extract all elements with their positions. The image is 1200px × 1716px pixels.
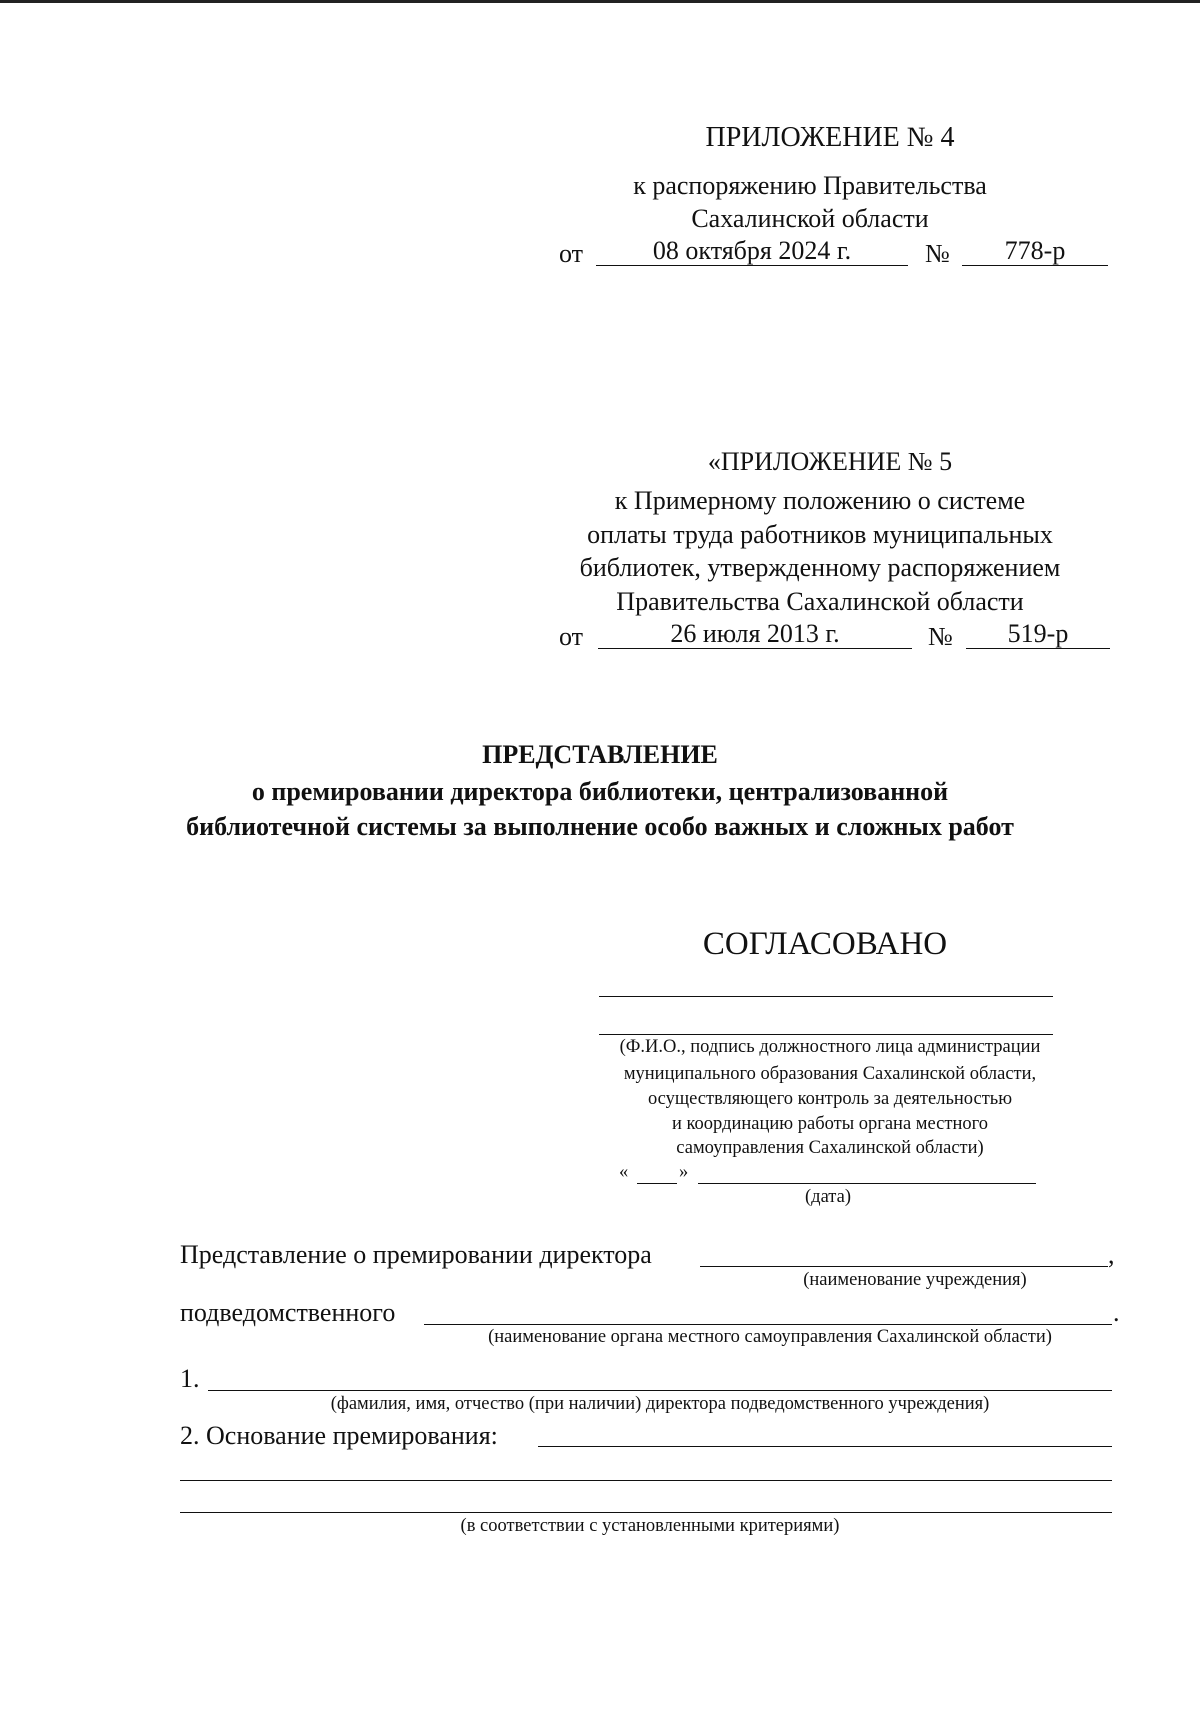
form-item-1-label: 1. bbox=[180, 1364, 200, 1393]
appendix-5-from-label: от bbox=[559, 622, 584, 651]
approval-date-line bbox=[698, 1183, 1036, 1184]
approval-caption-line-2: муниципального образования Сахалинской области, bbox=[623, 1064, 1037, 1084]
form-item-2-label: 2. Основание премирования: bbox=[180, 1421, 498, 1450]
form-item-2-line-1 bbox=[538, 1446, 1112, 1447]
approval-caption-line-3: осуществляющего контроль за деятельностью bbox=[647, 1089, 1013, 1109]
approval-signature-line-1 bbox=[599, 996, 1053, 997]
appendix-5-line-3: библиотек, утвержденному распоряжением bbox=[579, 553, 1061, 582]
appendix-4-title: ПРИЛОЖЕНИЕ № 4 bbox=[705, 122, 955, 153]
approval-signature-line-2 bbox=[599, 1034, 1053, 1035]
form-authority-line bbox=[424, 1324, 1112, 1325]
appendix-4-number-underline bbox=[962, 265, 1108, 266]
approval-title: СОГЛАСОВАНО bbox=[702, 926, 948, 962]
approval-date-quote-close: » bbox=[679, 1162, 689, 1182]
approval-caption-line-5: самоуправления Сахалинской области) bbox=[676, 1138, 984, 1158]
approval-day-line bbox=[637, 1183, 677, 1184]
approval-date-quote-open: « bbox=[619, 1162, 629, 1182]
appendix-5-number: 519-р bbox=[1007, 619, 1069, 648]
appendix-5-number-underline bbox=[966, 648, 1110, 649]
form-institution-caption: (наименование учреждения) bbox=[803, 1270, 1027, 1290]
appendix-4-date: 08 октября 2024 г. bbox=[652, 236, 852, 265]
appendix-4-number-label: № bbox=[925, 239, 950, 268]
form-item-1-line bbox=[208, 1390, 1112, 1391]
appendix-4-line-2: Сахалинской области bbox=[691, 204, 929, 233]
appendix-4-number: 778-р bbox=[1004, 236, 1066, 265]
scan-edge-line bbox=[0, 0, 1200, 3]
form-authority-caption: (наименование органа местного самоуправления Сахалинской области) bbox=[488, 1327, 1052, 1347]
form-institution-line bbox=[700, 1266, 1108, 1267]
approval-caption-line-1: (Ф.И.О., подпись должностного лица администрации bbox=[619, 1037, 1041, 1057]
appendix-5-line-1: к Примерному положению о системе bbox=[614, 486, 1026, 515]
form-item-2-caption: (в соответствии с установленными критериями) bbox=[460, 1516, 840, 1536]
appendix-5-date: 26 июля 2013 г. bbox=[670, 619, 840, 648]
appendix-5-date-underline bbox=[598, 648, 912, 649]
form-intro-label: Представление о премировании директора bbox=[180, 1240, 652, 1269]
form-subordinate-period: . bbox=[1113, 1298, 1120, 1327]
appendix-4-line-1: к распоряжению Правительства bbox=[633, 171, 987, 200]
appendix-4-from-label: от bbox=[559, 239, 584, 268]
form-item-2-line-2 bbox=[180, 1480, 1112, 1481]
appendix-4-date-underline bbox=[596, 265, 908, 266]
approval-date-caption: (дата) bbox=[805, 1187, 851, 1207]
document-subtitle-line-2: библиотечной системы за выполнение особо важных и сложных работ bbox=[186, 812, 1014, 841]
appendix-5-title: «ПРИЛОЖЕНИЕ № 5 bbox=[707, 447, 953, 476]
form-item-1-caption: (фамилия, имя, отчество (при наличии) директора подведомственного учреждения) bbox=[330, 1394, 990, 1414]
approval-caption-line-4: и координацию работы органа местного bbox=[671, 1114, 988, 1134]
document-title: ПРЕДСТАВЛЕНИЕ bbox=[482, 740, 718, 769]
document-subtitle-line-1: о премировании директора библиотеки, централизованной bbox=[251, 777, 949, 806]
form-item-2-line-3 bbox=[180, 1512, 1112, 1513]
form-intro-comma: , bbox=[1108, 1240, 1115, 1269]
appendix-5-line-2: оплаты труда работников муниципальных bbox=[587, 520, 1053, 549]
appendix-5-line-4: Правительства Сахалинской области bbox=[616, 587, 1024, 616]
form-subordinate-label: подведомственного bbox=[180, 1298, 396, 1327]
appendix-5-number-label: № bbox=[928, 622, 953, 651]
